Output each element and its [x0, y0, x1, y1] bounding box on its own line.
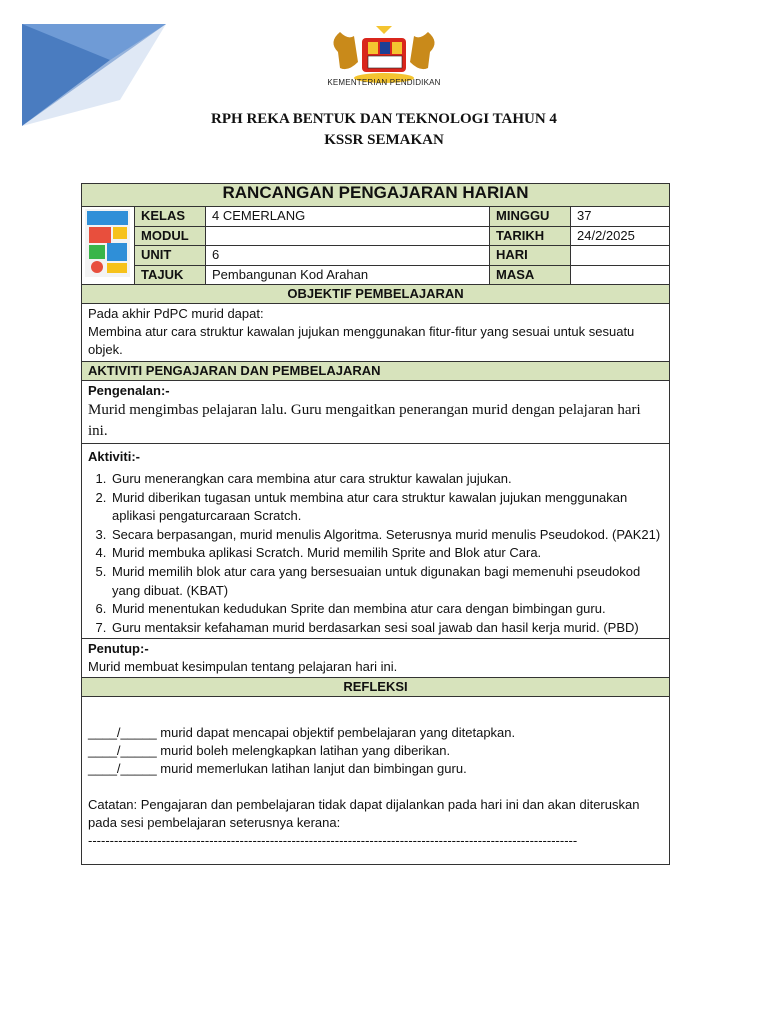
unit-value: 6 — [206, 246, 490, 266]
closing-text: Murid membuat kesimpulan tentang pelajaran hari ini. — [88, 659, 398, 675]
closing-label: Penutup:- — [88, 641, 149, 657]
activity-step: 5. Murid memilih blok atur cara yang bersesuaian untuk digunakan bagi memenuhi pseudokod yang dibuat. (KBAT) — [110, 563, 663, 600]
document-subtitle: KSSR SEMAKAN — [324, 132, 444, 148]
objective-text: Membina atur cara struktur kawalan jujukan menggunakan fitur-fitur yang sesuai untuk sesuatu objek. — [88, 324, 635, 357]
introduction-section — [82, 381, 670, 444]
minggu-label: MINGGU — [490, 207, 571, 227]
activity-step: 1. Guru menerangkan cara membina atur cara struktur kawalan jujukan. — [110, 470, 663, 489]
masa-label: MASA — [490, 265, 571, 285]
activity-label: Aktiviti:- — [88, 449, 140, 464]
reflection-heading: REFLEKSI — [82, 678, 670, 697]
activity-step: 6. Murid menentukan kedudukan Sprite dan membina atur cara dengan bimbingan guru. — [110, 600, 663, 619]
unit-label: UNIT — [135, 246, 206, 266]
objective-intro: Pada akhir PdPC murid dapat: — [88, 306, 264, 321]
tajuk-label: TAJUK — [135, 265, 206, 285]
modul-value — [206, 226, 490, 246]
masa-value — [571, 265, 670, 285]
hari-label: HARI — [490, 246, 571, 266]
activity-steps — [88, 470, 663, 637]
objective-heading: OBJEKTIF PEMBELAJARAN — [82, 285, 670, 304]
reflection-line-1: ____/_____ murid dapat mencapai objektif pembelajaran yang ditetapkan. — [88, 725, 516, 741]
minggu-value: 37 — [571, 207, 670, 227]
plan-heading: RANCANGAN PENGAJARAN HARIAN — [82, 184, 670, 207]
activity-step: 7. Guru mentaksir kefahaman murid berdasarkan sesi soal jawab dan hasil kerja murid. (PBD) — [110, 619, 663, 638]
document-title: RPH REKA BENTUK DAN TEKNOLOGI TAHUN 4 — [211, 111, 557, 127]
modul-label: MODUL — [135, 226, 206, 246]
tarikh-value: 24/2/2025 — [571, 226, 670, 246]
introduction-label: Pengenalan:- — [88, 383, 170, 398]
activity-step: 4. Murid membuka aplikasi Scratch. Murid memilih Sprite and Blok atur Cara. — [110, 544, 663, 563]
kelas-value: 4 CEMERLANG — [206, 207, 490, 227]
activity-step: 2. Murid diberikan tugasan untuk membina atur cara struktur kawalan jujukan menggunakan aplikasi pengaturcaraan Scratch. — [110, 489, 663, 526]
tarikh-label: TARIKH — [490, 226, 571, 246]
lesson-plan-table — [81, 183, 670, 865]
textbook-cover-image — [82, 207, 135, 285]
reflection-section — [82, 697, 670, 865]
kelas-label: KELAS — [135, 207, 206, 227]
activities-heading: AKTIVITI PENGAJARAN DAN PEMBELAJARAN — [82, 362, 670, 381]
ministry-name: KEMENTERIAN PENDIDIKAN — [327, 78, 441, 87]
textbook-cover-icon — [85, 209, 130, 277]
activity-section — [82, 444, 670, 639]
introduction-text: Murid mengimbas pelajaran lalu. Guru mengaitkan penerangan murid dengan pelajaran hari ini. — [88, 402, 641, 439]
objective-section — [82, 304, 670, 362]
reflection-line-3: ____/_____ murid memerlukan latihan lanjut dan bimbingan guru. — [88, 761, 467, 777]
tajuk-value: Pembangunan Kod Arahan — [206, 265, 490, 285]
hari-value — [571, 246, 670, 266]
reflection-dash-line: ----------------------------------------------------------------------------------------------------------------- — [88, 833, 578, 849]
closing-section — [82, 639, 670, 678]
reflection-line-2: ____/_____ murid boleh melengkapkan latihan yang diberikan. — [88, 743, 451, 759]
activity-step: 3. Secara berpasangan, murid menulis Algoritma. Seterusnya murid menulis Pseudokod. (PAK21) — [110, 526, 663, 545]
reflection-note: Catatan: Pengajaran dan pembelajaran tidak dapat dijalankan pada hari ini dan akan diteruskan pada sesi pembelajaran seterusnya kerana: — [88, 797, 640, 831]
